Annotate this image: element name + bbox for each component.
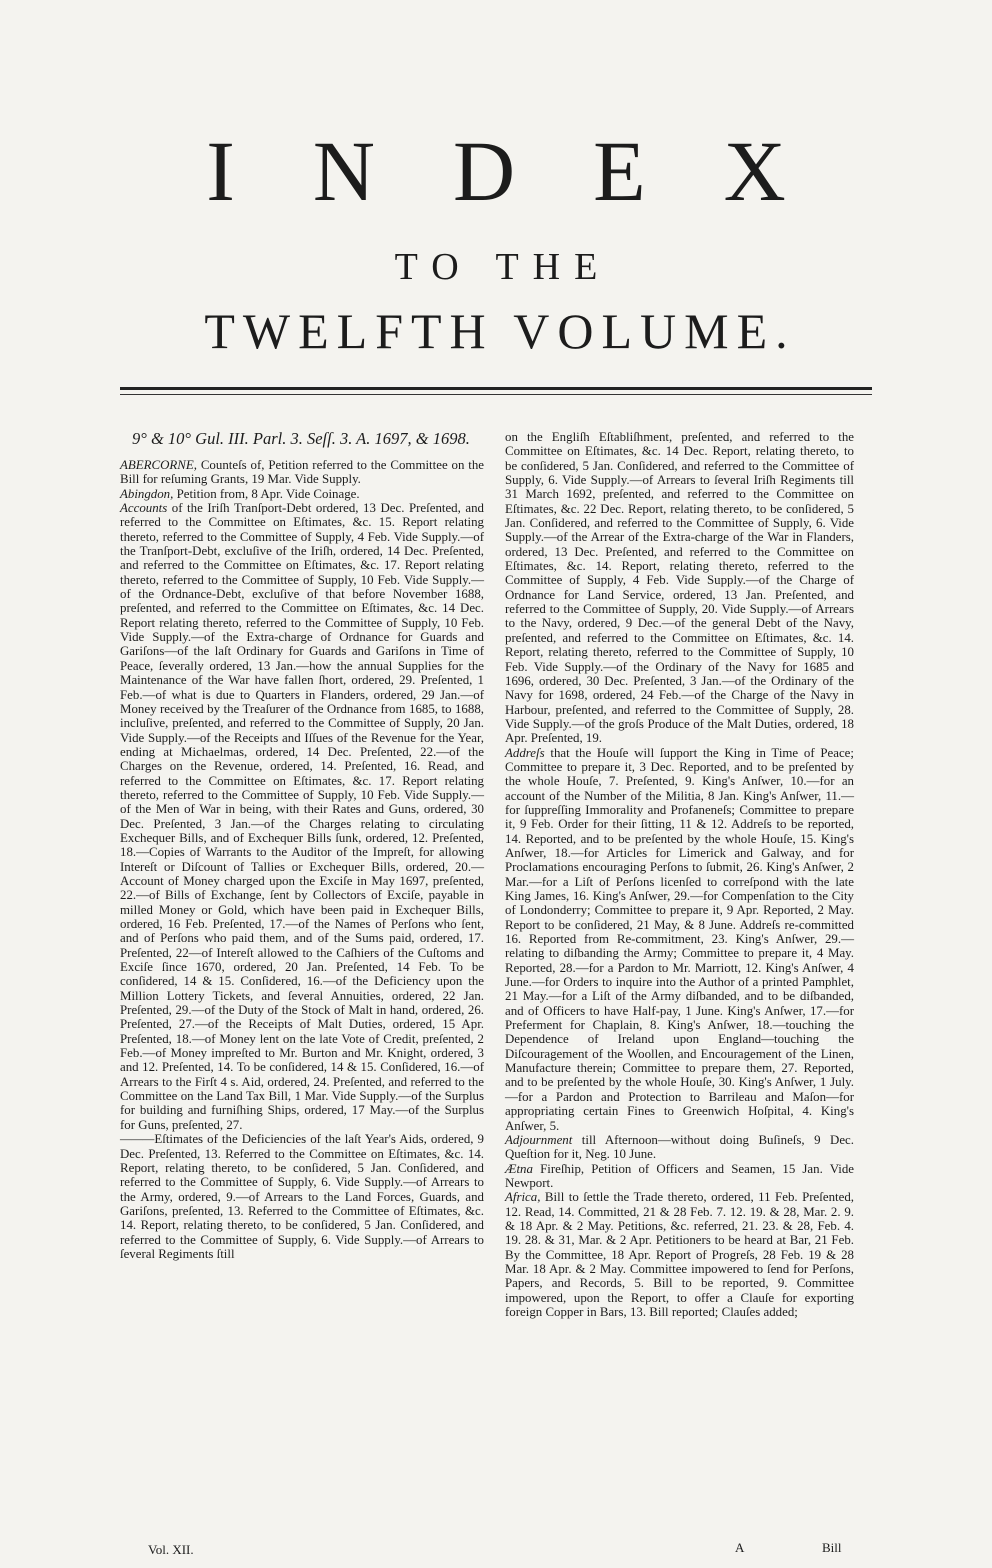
- entry-heading: ———: [120, 1132, 155, 1147]
- entry-text: Petition from, 8 Apr. Vide Coinage.: [173, 486, 360, 501]
- left-entries: [120, 458, 484, 1261]
- index-entry: [120, 1132, 484, 1261]
- index-entry: [505, 746, 854, 1133]
- entry-heading: Africa,: [505, 1190, 541, 1205]
- entry-text: till Afternoon—without doing Buſineſs, 9 Dec. Queſtion for it, Neg. 10 June.: [505, 1132, 854, 1162]
- left-column: [120, 430, 484, 1261]
- entry-heading: Abingdon,: [120, 486, 174, 501]
- right-entries: [505, 430, 854, 1319]
- right-column: [505, 430, 854, 1319]
- index-subtitle: TO THE: [394, 246, 612, 288]
- entry-text: Bill to ſettle the Trade thereto, ordered, 11 Feb. Preſented, 12. Read, 14. Committed, 21 & 28 Feb. 7. 12. 19. & 28, Mar. 2. 9. & 18 Apr. & 2 May. Petitions, &c. referred, 21. 23. & 28, Feb. 4. 19. 28. & 31, Mar. & 2 Apr. Petitioners to be heard at Bar, 21 Feb. By the Committee, 18 Apr. Report of Progreſs, 28 Feb. 19 & 28 Mar. 18 Apr. & 2 May. Committee impowered to ſend for Perſons, Papers, and Records, 5. Bill to be reported, 9. Committee impowered, upon the Report, to offer a Clauſe for exporting foreign Copper in Bars, 13. Bill reported; Clauſes added;: [505, 1190, 854, 1319]
- entry-text: Fireſhip, Petition of Officers and Seamen, 15 Jan. Vide Newport.: [505, 1161, 854, 1190]
- entry-text: Eſtimates of the Deficiencies of the laſt Year's Aids, ordered, 9 Dec. Preſented, 13. Referred to the Committee on Eſtimates, &c. 14. Report, relating thereto, to be conſidered, 5 Jan. Conſidered, and referred to the Committee of Supply, 6. Vide Supply.—of Arrears to the Army, ordered, 9.—of Arrears to the Land Forces, Guards, and Gariſons, preſented, 13. Referred to the Committee of Eſtimates, &c. 14. Report, relating thereto, to be conſidered, 5 Jan. Conſidered, and referred to the Committee of Supply, 6. Vide Supply.—of Arrears to ſeveral Regiments ſtill: [120, 1132, 484, 1261]
- index-entry: [505, 1162, 854, 1191]
- entry-heading: Addreſs: [505, 745, 545, 760]
- entry-text: Counteſs of, Petition referred to the Committee on the Bill for reſuming Grants, 19 Mar. Vide Supply.: [120, 458, 484, 487]
- signature-mark: A: [735, 1540, 745, 1555]
- entry-heading: Ætna: [505, 1161, 533, 1176]
- index-title: INDEX: [206, 123, 864, 219]
- volume-title: TWELFTH VOLUME.: [204, 303, 796, 359]
- entry-text: that the Houſe will ſupport the King in Time of Peace; Committee to prepare it, 3 Dec. Reported, and to be preſented by the whole Houſe, 7. Preſented, 9. King's Anſwer, 10.—for an account of the Number of the Militia, 8 Jan. King's Anſwer, 11.—for ſuppreſſing Immorality and Profaneneſs; Committee to prepare it, 9 Feb. Order for their ſitting, 11 & 12. Addreſs to be reported, 14. Reported, and to be preſented by the whole Houſe, 15. King's Anſwer, 18.—for Articles for Limerick and Galway, and for Proclamations encouraging Perſons to ſubmit, 26. King's Anſwer, 2 Mar.—for a Liſt of Perſons licenſed to correſpond with the late King James, 16. King's Anſwer, 29.—for Compenſation to the City of Londonderry; Committee to prepare it, 9 Apr. Reported, 2 May. Report to be conſidered, 21 May, & 8 June. Addreſs re-committed 16. Reported from Re-commitment, 23. King's Anſwer, 29.—relating to diſbanding the Army; Committee to prepare it, 4 May. Reported, 28.—for a Pardon to Mr. Marriott, 12. King's Anſwer, 4 June.—for Orders to inquire into the Author of a printed Pamphlet, 21 May.—for a Liſt of the Army diſbanded, and to be diſbanded, and of Officers to have Half-pay, 1 June. King's Anſwer, 17.—for Preferment for Chaplain, 8. King's Anſwer, 18.—touching the Dependence of Ireland upon England—touching the Diſcouragement of the Woollen, and Encouragement of the Linen, Manufacture therein; Committee to prepare them, 27. Reported, and to be preſented by the whole Houſe, 30. King's Anſwer, 1 July.—for a Pardon and Protection to Barrileau and Maſon—for appropriating certain Fines to Greenwich Hoſpital, 4. King's Anſwer, 5.: [505, 745, 854, 1133]
- index-entry: [120, 487, 484, 501]
- entry-heading: Adjournment: [505, 1132, 573, 1147]
- entry-text: of the Iriſh Tranſport-Debt ordered, 13 Dec. Preſented, and referred to the Committee on Eſtimates, &c. 15. Report relating thereto, referred to the Committee of Supply, 4 Feb. Vide Supply.—of the Tranſport-Debt, excluſive of the Iriſh, ordered, 14 Dec. Preſented, and referred to the Committee on Eſtimates, &c. 17. Report relating thereto, referred to the Committee of Supply, 10 Feb. Vide Supply.—of the Ordnance-Debt, excluſive of that before November 1688, preſented, and referred to the Committee on Eſtimates, &c. 14 Dec. Report relating thereto, referred to the Committee of Supply, 10 Feb. Vide Supply.—of the Extra-charge of Ordnance for Guards and Gariſons—of the laſt Ordinary for Guards and Gariſons in Time of Peace, ſeverally ordered, 13 Jan.—how the annual Supplies for the Maintenance of the War have fallen ſhort, ordered, 29. Preſented, 1 Feb.—of what is due to Quarters in Flanders, ordered, 29 Jan.—of Money received by the Treaſurer of the Ordnance from 1685, to 1688, incluſive, preſented, and referred to the Committee of Supply, 20 Jan. Vide Supply.—of the Receipts and Iſſues of the Revenue for the Year, ending at Michaelmas, ordered, 14 Dec. Preſented, 22.—of the Charges on the Revenue, ordered, 14. Preſented, 16. Read, and referred to the Committee on Eſtimates, &c. 17. Report relating thereto, referred to the Committee of Supply, 10 Feb. Vide Supply.—of the Men of War in being, with their Rates and Guns, ordered, 30 Dec. Preſented, 3 Jan.—of the Charges relating to circulating Exchequer Bills, and of Exchequer Bills ſunk, ordered, 12. Preſented, 18.—Copies of Warrants to the Auditor of the Impreſt, for allowing Intereſt or Diſcount of Tallies or Exchequer Bills, ordered, 20.—Account of Money charged upon the Exciſe in May 1697, preſented, 22.—of Bills of Exchange, ſent by Collectors of Exciſe, payable in milled Money or Gold, which have been paid in Exchequer Bills, ordered, 16 Feb. Preſented, 17.—of the Names of Perſons who ſent, and of Perſons who paid them, and of the Sums paid, ordered, 17. Preſented, 22—of Intereſt allowed to the Caſhiers of the Cuſtoms and Exciſe ſince 1670, ordered, 20 Jan. Preſented, 14 Feb. To be conſidered, 14 & 15. Conſidered, 16.—of the Deficiency upon the Million Lottery Tickets, and ſeveral Annuities, ordered, 22 Jan. Preſented, 29.—of the Duty of the Stock of Malt in hand, ordered, 26. Preſented, 27.—of the Receipts of Malt Duties, ordered, 15 Apr. Preſented, 18.—of Money lent on the late Vote of Credit, preſented, 2 Feb.—of Money impreſted to Mr. Burton and Mr. Knight, ordered, 3 and 12. Preſented, 14. To be conſidered, 14 & 15. Conſidered, 16.—of Arrears to the Firſt 4 s. Aid, ordered, 24. Preſented, and referred to the Committee on the Land Tax Bill, 1 Mar. Vide Supply.—of the Surplus for building and furniſhing Ships, ordered, 17 May.—of the Surplus for Guns, preſented, 27.: [120, 501, 484, 1132]
- session-heading: 9° & 10° Gul. III. Parl. 3. Seſſ. 3. A. 1697, & 1698.: [132, 429, 470, 448]
- index-entry: [120, 501, 484, 1132]
- entry-heading: ABERCORNE,: [120, 458, 197, 472]
- index-entry: [505, 1190, 854, 1319]
- index-entry: [505, 430, 854, 746]
- entry-heading: Accounts: [120, 501, 168, 516]
- index-entry: [120, 458, 484, 487]
- volume-footer: Vol. XII.: [148, 1542, 194, 1557]
- entry-text: on the Engliſh Eſtabliſhment, preſented, and referred to the Committee on Eſtimates, &c. 14 Dec. Report, relating thereto, to be conſidered, 5 Jan. Conſidered, and referred to the Committee of Supply, 6. Vide Supply.—of Arrears to ſeveral Iriſh Regiments till 31 March 1692, preſented, and referred to the Committee on Eſtimates, &c. 22 Dec. Report, relating thereto, to be conſidered, 5 Jan. Conſidered, and referred to the Committee of Supply, 6. Vide Supply.—of the Arrear of the Extra-charge of the War in Flanders, ordered, 13 Dec. Preſented, and referred to the Committee on Eſtimates, &c. 14. Report, relating thereto, referred to the Committee of Supply, 4 Feb. Vide Supply.—of the Charge of Ordnance for Land Service, ordered, 13 Jan. Preſented, and referred to the Committee of Supply, 20. Vide Supply.—of Arrears to the Navy, ordered, 9 Dec.—of the general Debt of the Navy, preſented, and referred to the Committee on Eſtimates, &c. 14. Report, relating thereto, referred to the Committee of Supply, 10 Feb. Vide Supply.—of the Ordinary of the Navy for 1685 and 1696, ordered, 30 Dec. Preſented, 3 Jan.—of the Ordinary of the Navy for 1698, ordered, 24 Feb.—of the Charge of the Navy in Harbour, preſented, and referred to the Committee of Supply, 28. Vide Supply.—of the groſs Produce of the Malt Duties, ordered, 18 Apr. Preſented, 19.: [505, 430, 854, 746]
- title-rule-thick: [120, 387, 872, 390]
- index-entry: [505, 1133, 854, 1162]
- title-rule-thin: [120, 394, 872, 395]
- catchword: Bill: [822, 1540, 842, 1555]
